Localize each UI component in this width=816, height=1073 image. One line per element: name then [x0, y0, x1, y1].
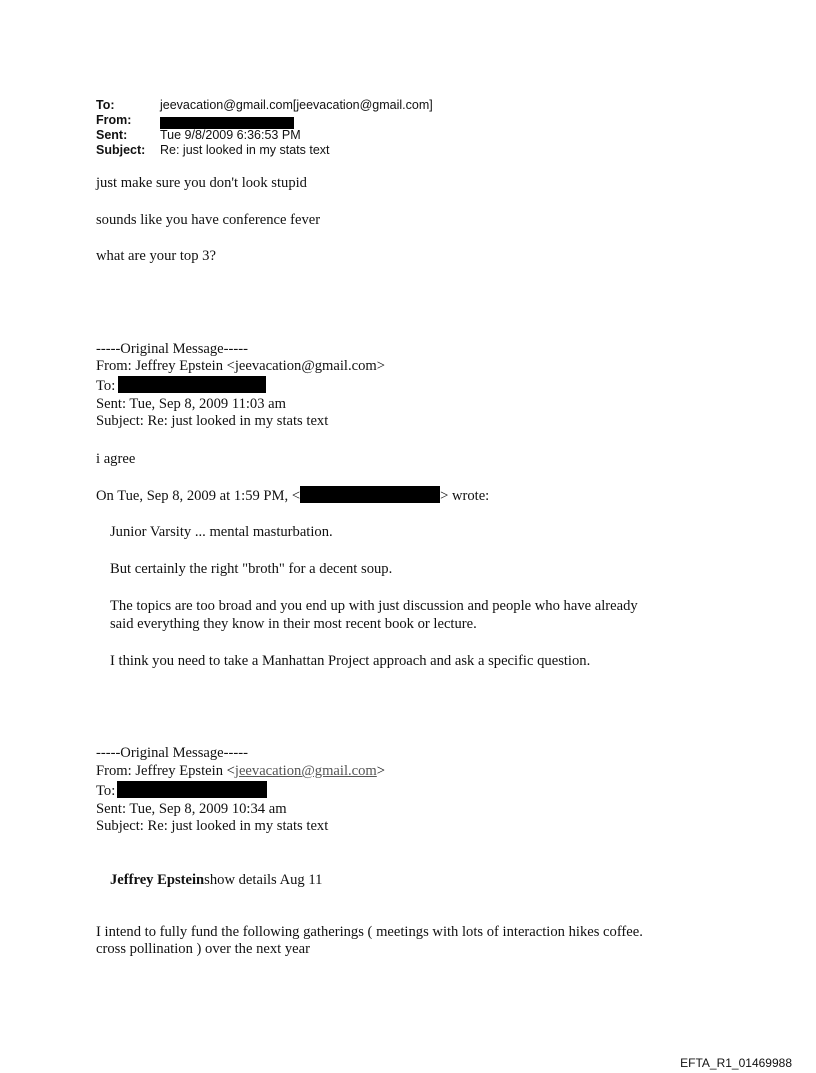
original1-from: From: Jeffrey Epstein <jeevacation@gmail.com>	[96, 358, 385, 374]
original2-from-prefix: From: Jeffrey Epstein <	[96, 763, 235, 779]
header-subject-label: Subject:	[96, 143, 146, 157]
header-sent-label: Sent:	[96, 128, 128, 142]
reply-line-1: just make sure you don't look stupid	[96, 175, 307, 191]
details-show-link: show details Aug 11	[204, 872, 323, 888]
original2-to	[96, 781, 267, 800]
original1-subject: Subject: Re: just looked in my stats text	[96, 413, 329, 429]
original1-sent: Sent: Tue, Sep 8, 2009 11:03 am	[96, 396, 287, 412]
header-to-label: To:	[96, 98, 115, 112]
original2-from-email-link[interactable]: jeevacation@gmail.com	[234, 763, 377, 779]
header-subject-value: Re: just looked in my stats text	[160, 143, 330, 157]
original1-separator: -----Original Message-----	[96, 341, 248, 357]
original2-body-b: cross pollination ) over the next year	[96, 941, 310, 957]
original2-sent: Sent: Tue, Sep 8, 2009 10:34 am	[96, 801, 287, 817]
original1-to	[96, 376, 266, 395]
quoted-line-2: But certainly the right "broth" for a decent soup.	[110, 561, 393, 577]
quoted-line-3a: The topics are too broad and you end up with just discussion and people who have already	[110, 598, 638, 614]
original1-body: i agree	[96, 451, 136, 467]
header-from-label: From:	[96, 113, 132, 127]
original2-details	[110, 872, 322, 889]
original2-from-suffix: >	[376, 763, 386, 779]
original2-from	[96, 763, 385, 780]
original2-to-redaction	[117, 781, 267, 798]
quoted-line-1: Junior Varsity ... mental masturbation.	[110, 524, 333, 540]
header-sent-value: Tue 9/8/2009 6:36:53 PM	[160, 128, 301, 142]
header-to-value: jeevacation@gmail.com[jeevacation@gmail.com]	[160, 98, 433, 112]
original2-separator: -----Original Message-----	[96, 745, 248, 761]
quote-intro-redaction	[300, 486, 440, 503]
original2-to-label: To:	[96, 783, 116, 799]
original2-body-a: I intend to fully fund the following gatherings ( meetings with lots of interaction hikes coffee.	[96, 924, 643, 940]
original2-subject: Subject: Re: just looked in my stats text	[96, 818, 329, 834]
original1-to-label: To:	[96, 378, 116, 394]
original1-quote-intro	[96, 486, 489, 505]
reply-line-2: sounds like you have conference fever	[96, 212, 321, 228]
original1-to-redaction	[118, 376, 266, 393]
quoted-line-3b: said everything they know in their most recent book or lecture.	[110, 616, 477, 632]
bates-number: EFTA_R1_01469988	[680, 1056, 792, 1070]
quoted-line-4: I think you need to take a Manhattan Project approach and ask a specific question.	[110, 653, 591, 669]
details-sender-name: Jeffrey Epstein	[110, 872, 205, 888]
reply-line-3: what are your top 3?	[96, 248, 216, 264]
quote-intro-after: > wrote:	[440, 488, 490, 504]
quote-intro-before: On Tue, Sep 8, 2009 at 1:59 PM, <	[96, 488, 301, 504]
